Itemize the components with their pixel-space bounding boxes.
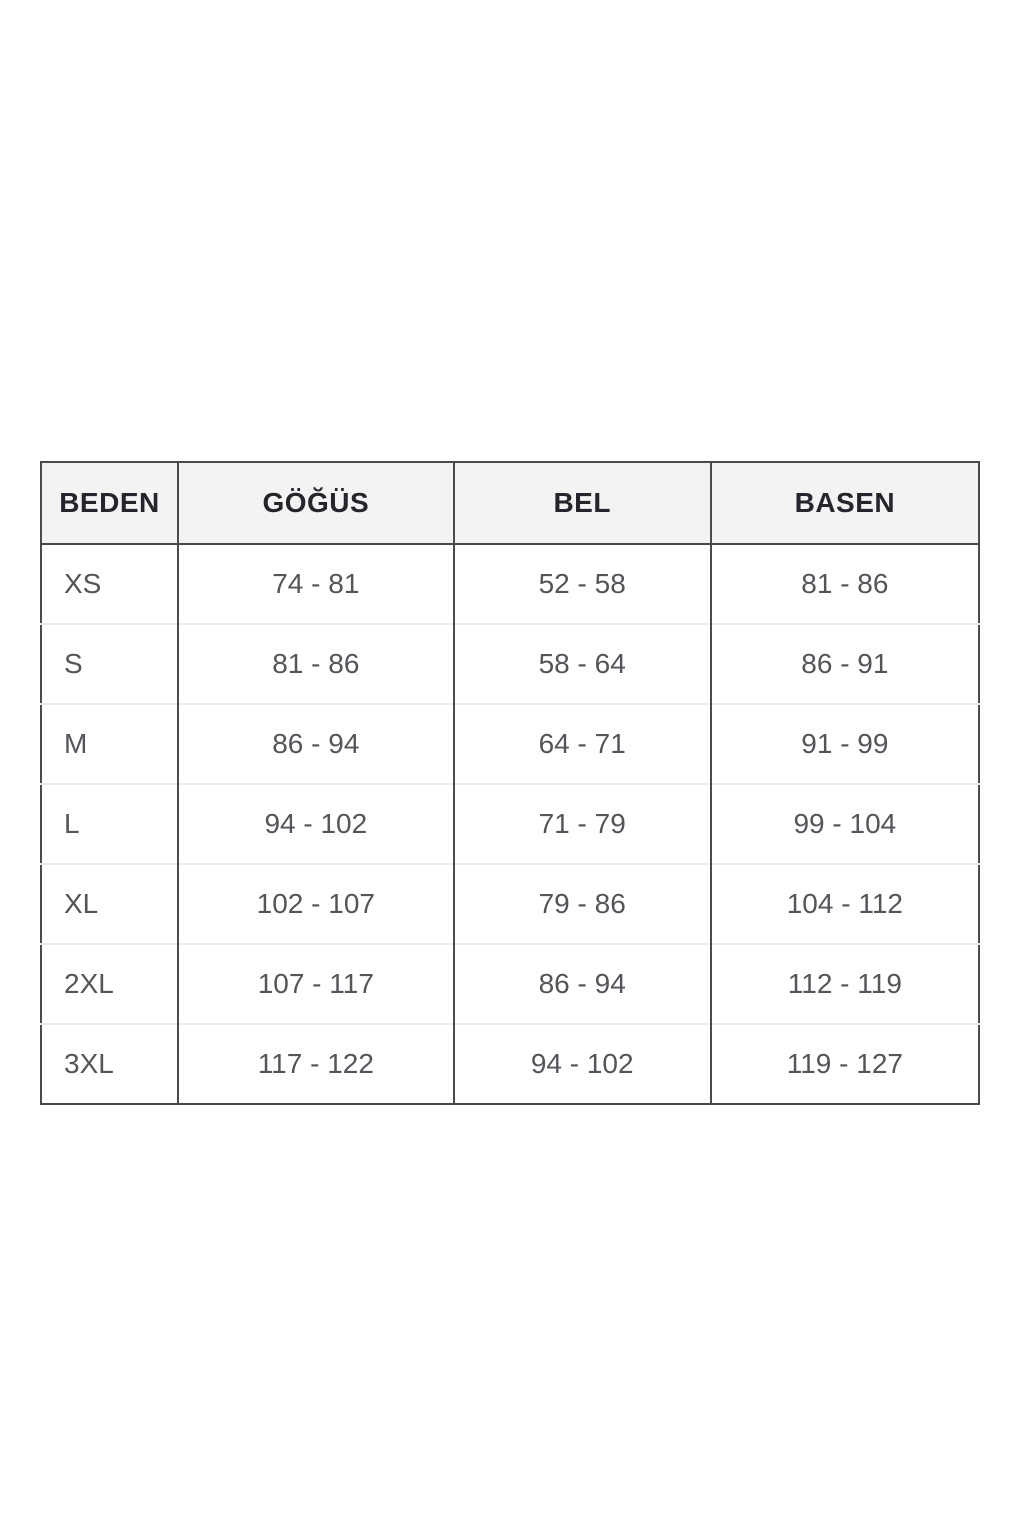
column-header-gogus: GÖĞÜS (178, 462, 454, 544)
table-row-l (41, 784, 979, 864)
cell-basen: 104 - 112 (711, 864, 979, 944)
size-chart-body (41, 544, 979, 1104)
table-row-xs (41, 544, 979, 624)
header-row (41, 462, 979, 544)
cell-size: XS (41, 544, 178, 624)
column-header-bel: BEL (454, 462, 711, 544)
cell-bel: 94 - 102 (454, 1024, 711, 1104)
cell-size: L (41, 784, 178, 864)
table-row-2xl (41, 944, 979, 1024)
cell-bel: 64 - 71 (454, 704, 711, 784)
cell-gogus: 107 - 117 (178, 944, 454, 1024)
cell-gogus: 117 - 122 (178, 1024, 454, 1104)
table-row-s (41, 624, 979, 704)
cell-bel: 86 - 94 (454, 944, 711, 1024)
column-header-basen: BASEN (711, 462, 979, 544)
cell-basen: 81 - 86 (711, 544, 979, 624)
cell-bel: 71 - 79 (454, 784, 711, 864)
cell-gogus: 94 - 102 (178, 784, 454, 864)
cell-size: XL (41, 864, 178, 944)
size-chart-table (40, 461, 980, 1105)
cell-gogus: 81 - 86 (178, 624, 454, 704)
cell-basen: 86 - 91 (711, 624, 979, 704)
cell-size: S (41, 624, 178, 704)
cell-basen: 112 - 119 (711, 944, 979, 1024)
cell-size: 2XL (41, 944, 178, 1024)
column-header-beden: BEDEN (41, 462, 178, 544)
cell-basen: 99 - 104 (711, 784, 979, 864)
cell-gogus: 74 - 81 (178, 544, 454, 624)
cell-size: 3XL (41, 1024, 178, 1104)
cell-gogus: 102 - 107 (178, 864, 454, 944)
table-row-m (41, 704, 979, 784)
size-chart-header (41, 462, 979, 544)
cell-basen: 119 - 127 (711, 1024, 979, 1104)
table-row-xl (41, 864, 979, 944)
cell-bel: 58 - 64 (454, 624, 711, 704)
cell-basen: 91 - 99 (711, 704, 979, 784)
cell-bel: 52 - 58 (454, 544, 711, 624)
cell-bel: 79 - 86 (454, 864, 711, 944)
cell-size: M (41, 704, 178, 784)
cell-gogus: 86 - 94 (178, 704, 454, 784)
table-row-3xl (41, 1024, 979, 1104)
